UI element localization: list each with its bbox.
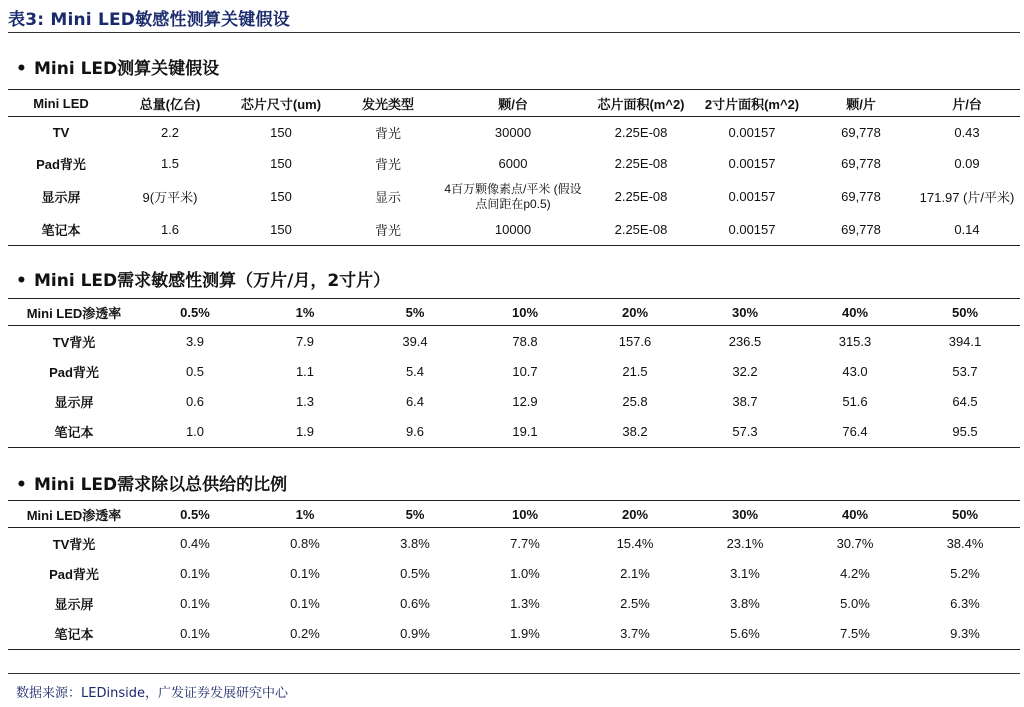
table-cell: 7.7% (510, 535, 540, 551)
table-cell: 1.3 (295, 394, 315, 409)
row-label: Pad背光 (49, 567, 99, 582)
table-row (8, 148, 1020, 179)
table-row (8, 179, 1020, 215)
table-cell: 0.00157 (696, 215, 808, 246)
table-cell: 9.3% (910, 619, 1020, 650)
table-cell: 157.6 (618, 333, 652, 349)
table-cell: 0.09 (954, 155, 980, 171)
table-cell: 0.2% (250, 619, 360, 650)
demand-supply-ratio-table (8, 500, 1020, 650)
row-label: 笔记本 (8, 619, 140, 650)
bullet-icon: • (16, 475, 27, 495)
table-cell: 5.4 (405, 364, 425, 379)
table-row (8, 357, 1020, 387)
footer-divider (8, 673, 1020, 674)
table-cell: 2.25E-08 (586, 215, 696, 246)
column-header: 50% (910, 501, 1020, 528)
assumptions-table (8, 89, 1020, 246)
table-cell: 95.5 (910, 417, 1020, 448)
table-cell: 150 (270, 124, 292, 140)
table-cell: 236.5 (728, 333, 762, 349)
table-cell: 69,778 (841, 124, 881, 140)
column-header: 40% (800, 299, 910, 326)
section1-heading (16, 54, 219, 79)
table-cell: 39.4 (402, 333, 428, 349)
table-cell: 0.1% (180, 596, 210, 611)
table-cell: 32.2 (732, 364, 758, 379)
table-cell: 0.14 (914, 215, 1020, 246)
table-cell: 0.6 (185, 394, 205, 409)
table-cell: 15.4% (616, 535, 654, 551)
column-header: 芯片面积(m^2) (586, 90, 696, 117)
row-label: 笔记本 (8, 215, 114, 246)
table-cell: 0.4% (180, 535, 210, 551)
bullet-icon: • (16, 59, 27, 79)
table-header-row (8, 90, 1020, 117)
table-cell: 2.25E-08 (614, 189, 668, 204)
column-header: 0.5% (140, 299, 250, 326)
table-cell: 0.00157 (728, 124, 776, 140)
table-cell: 3.9 (185, 333, 205, 349)
column-header: 5% (360, 501, 470, 528)
table-cell: 0.6% (400, 596, 430, 611)
table-cell: 1.9 (250, 417, 360, 448)
table-row (8, 559, 1020, 589)
table-cell: 0.8% (290, 535, 320, 551)
table-cell: 38.4% (946, 535, 984, 551)
column-header: 颗/片 (808, 90, 914, 117)
table-cell: 2.25E-08 (614, 155, 668, 171)
table-cell: 3.7% (580, 619, 690, 650)
section3-heading (16, 470, 287, 495)
table-cell: 6.4 (405, 394, 425, 409)
table-cell: 150 (226, 215, 336, 246)
table-cell: 10000 (440, 215, 586, 246)
table-cell: 0.1% (140, 619, 250, 650)
table-row (8, 117, 1020, 148)
table-row (8, 387, 1020, 417)
table-cell: 43.0 (842, 364, 868, 379)
column-header: 20% (580, 501, 690, 528)
table-cell: 0.00157 (728, 189, 776, 204)
section3-heading-text: Mini LED需求除以总供给的比例 (34, 475, 288, 495)
column-header: 5% (360, 299, 470, 326)
column-header: 芯片尺寸(um) (226, 90, 336, 117)
bullet-icon: • (16, 271, 27, 291)
table-cell: 背光 (374, 156, 401, 172)
table-cell: 315.3 (838, 333, 872, 349)
column-header: 10% (470, 299, 580, 326)
table-cell: 53.7 (952, 364, 978, 379)
table-cell: 1.5 (160, 155, 180, 171)
table-cell: 76.4 (800, 417, 910, 448)
column-header: Mini LED渗透率 (8, 299, 140, 326)
table-cell: 69,778 (808, 215, 914, 246)
table-row (8, 589, 1020, 619)
title-bar (0, 0, 1024, 32)
table-cell: 0.5 (185, 364, 205, 379)
table-cell: 0.5% (400, 566, 430, 581)
column-header: 50% (910, 299, 1020, 326)
table-cell: 25.8 (622, 394, 648, 409)
column-header: Mini LED渗透率 (8, 501, 140, 528)
table-cell: 6000 (498, 155, 528, 171)
row-label: TV背光 (52, 334, 96, 350)
table-cell: 38.2 (580, 417, 690, 448)
table-row (8, 528, 1020, 559)
table-cell: 69,778 (841, 189, 881, 204)
row-label: 显示屏 (41, 190, 81, 205)
table-cell: 10.7 (512, 364, 538, 379)
column-header: Mini LED (8, 90, 114, 117)
table-cell: 0.00157 (728, 155, 776, 171)
table-cell: 9(万平米) (142, 190, 198, 205)
table-cell: 78.8 (512, 333, 538, 349)
section2-heading (16, 266, 390, 291)
table-cell: 2.2 (160, 124, 180, 140)
column-header: 总量(亿台) (114, 90, 226, 117)
table-cell: 38.7 (732, 394, 758, 409)
column-header: 10% (470, 501, 580, 528)
table-cell: 64.5 (952, 394, 978, 409)
table-cell: 150 (270, 155, 292, 171)
column-header: 30% (690, 299, 800, 326)
column-header: 发光类型 (336, 90, 440, 117)
table-cell: 30.7% (836, 535, 874, 551)
table-cell: 3.8% (730, 596, 760, 611)
table-cell: 9.6 (360, 417, 470, 448)
row-label: 显示屏 (54, 597, 94, 612)
table-header-row (8, 501, 1020, 528)
section1-heading-text: Mini LED测算关键假设 (34, 59, 220, 79)
column-header: 20% (580, 299, 690, 326)
table-cell: 3.8% (400, 535, 430, 551)
section2-heading-text: Mini LED需求敏感性测算（万片/月，2寸片） (34, 271, 391, 291)
column-header: 颗/台 (440, 90, 586, 117)
table-cell: 1.6 (114, 215, 226, 246)
table-row (8, 619, 1020, 650)
table-cell: 51.6 (842, 394, 868, 409)
table-cell: 0.9% (360, 619, 470, 650)
table-cell: 2.5% (620, 596, 650, 611)
table-cell: 4百万颗像素点/平米 (假设点间距在p0.5) (444, 181, 582, 211)
table-cell: 1.0 (140, 417, 250, 448)
table-cell: 57.3 (690, 417, 800, 448)
column-header: 0.5% (140, 501, 250, 528)
row-label: TV背光 (52, 536, 96, 552)
column-header: 30% (690, 501, 800, 528)
table-cell: 2.25E-08 (614, 124, 668, 140)
table-cell: 5.2% (950, 566, 980, 581)
table-cell: 23.1% (726, 535, 764, 551)
table-cell: 150 (270, 189, 292, 204)
table-row (8, 215, 1020, 246)
column-header: 1% (250, 501, 360, 528)
demand-sensitivity-table (8, 298, 1020, 448)
table-cell: 1.9% (470, 619, 580, 650)
table-cell: 2.1% (620, 566, 650, 581)
table-cell: 1.3% (510, 596, 540, 611)
table-cell: 30000 (494, 124, 532, 140)
source-note: 数据来源：LEDinside，广发证券发展研究中心 (16, 686, 288, 701)
row-label: TV (52, 124, 70, 140)
table-cell: 7.9 (295, 333, 315, 349)
title-divider (8, 32, 1020, 33)
table-cell: 0.43 (954, 124, 980, 140)
table-cell: 0.1% (290, 566, 320, 581)
table-cell: 1.1 (295, 364, 315, 379)
row-label: Pad背光 (36, 156, 86, 172)
table-cell: 12.9 (512, 394, 538, 409)
table-cell: 3.1% (730, 566, 760, 581)
column-header: 片/台 (914, 90, 1020, 117)
table-cell: 显示 (374, 190, 401, 205)
table-cell: 4.2% (840, 566, 870, 581)
table-cell: 394.1 (948, 333, 982, 349)
table-cell: 21.5 (622, 364, 648, 379)
table-cell: 171.97 (片/平米) (919, 190, 1015, 205)
table-cell: 0.1% (180, 566, 210, 581)
table-row (8, 326, 1020, 357)
table-cell: 5.6% (690, 619, 800, 650)
column-header: 40% (800, 501, 910, 528)
table-cell: 7.5% (800, 619, 910, 650)
row-label: 笔记本 (8, 417, 140, 448)
table-cell: 背光 (336, 215, 440, 246)
table-cell: 背光 (374, 125, 401, 141)
table-cell: 5.0% (840, 596, 870, 611)
table-cell: 6.3% (950, 596, 980, 611)
table-cell: 69,778 (841, 155, 881, 171)
column-header: 2寸片面积(m^2) (696, 90, 808, 117)
page-title: 表3: Mini LED敏感性测算关键假设 (8, 10, 290, 30)
table-row (8, 417, 1020, 448)
table-header-row (8, 299, 1020, 326)
column-header: 1% (250, 299, 360, 326)
row-label: Pad背光 (49, 365, 99, 380)
row-label: 显示屏 (54, 395, 94, 410)
table-cell: 19.1 (470, 417, 580, 448)
table-cell: 1.0% (510, 566, 540, 581)
table-cell: 0.1% (290, 596, 320, 611)
